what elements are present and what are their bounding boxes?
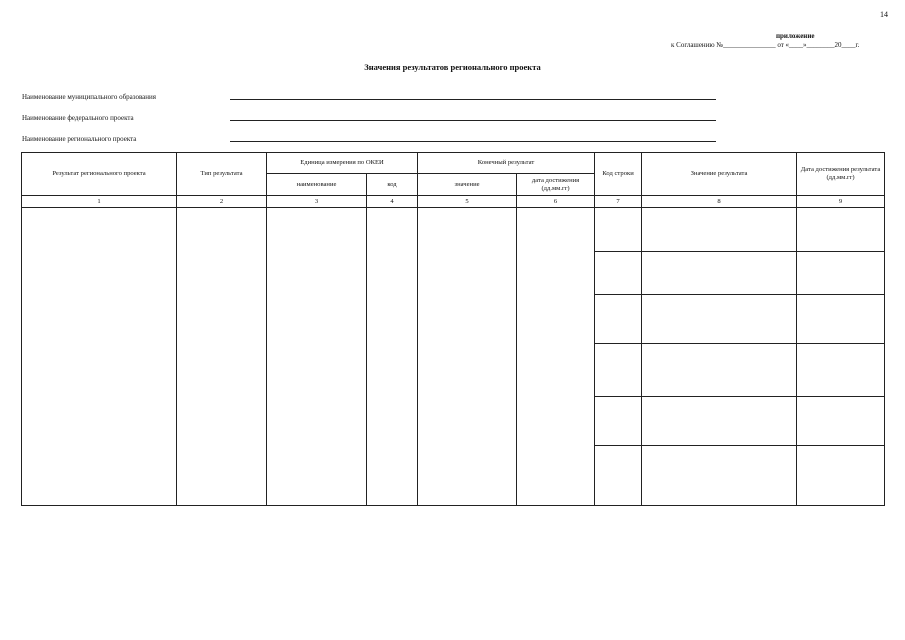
result-value-cell[interactable] bbox=[642, 295, 797, 343]
column-number: 9 bbox=[797, 196, 885, 208]
result-value-cell[interactable] bbox=[642, 396, 797, 445]
page-number: 14 bbox=[880, 10, 888, 19]
column-number: 1 bbox=[22, 196, 177, 208]
achieve-date-cell[interactable] bbox=[797, 343, 885, 396]
header-final-group: Конечный результат bbox=[418, 153, 595, 174]
regional-project-input-line[interactable] bbox=[230, 141, 716, 142]
result-value-cell[interactable] bbox=[642, 252, 797, 295]
municipality-input-line[interactable] bbox=[230, 99, 716, 100]
result-value-cell[interactable] bbox=[642, 445, 797, 505]
agreement-reference: к Соглашению №_______________ от «____»________20____г. bbox=[671, 41, 860, 49]
row-code-cell[interactable] bbox=[595, 252, 642, 295]
document-title: Значения результатов регионального проекта bbox=[364, 62, 541, 72]
row-code-cell[interactable] bbox=[595, 208, 642, 252]
result-type-cell[interactable] bbox=[177, 208, 267, 506]
achieve-date-cell[interactable] bbox=[797, 396, 885, 445]
column-number: 3 bbox=[267, 196, 367, 208]
unit-name-cell[interactable] bbox=[267, 208, 367, 506]
column-number: 4 bbox=[367, 196, 418, 208]
result-value-cell[interactable] bbox=[642, 343, 797, 396]
unit-code-cell[interactable] bbox=[367, 208, 418, 506]
column-number: 8 bbox=[642, 196, 797, 208]
achieve-date-cell[interactable] bbox=[797, 445, 885, 505]
result-value-cell[interactable] bbox=[642, 208, 797, 252]
municipality-label: Наименование муниципального образования bbox=[22, 93, 156, 101]
header-unit-name: наименование bbox=[267, 174, 367, 196]
achieve-date-cell[interactable] bbox=[797, 252, 885, 295]
column-number: 5 bbox=[418, 196, 517, 208]
header-row-code: Код строки bbox=[595, 153, 642, 196]
results-table bbox=[21, 152, 885, 506]
header-final-value: значение bbox=[418, 174, 517, 196]
federal-project-label: Наименование федерального проекта bbox=[22, 114, 134, 122]
appendix-title: приложение bbox=[776, 32, 815, 40]
header-unit-code: код bbox=[367, 174, 418, 196]
row-code-cell[interactable] bbox=[595, 396, 642, 445]
header-final-date: дата достижения (дд.мм.гг) bbox=[517, 174, 595, 196]
header-unit-group: Единица измерения по ОКЕИ bbox=[267, 153, 418, 174]
header-result: Результат регионального проекта bbox=[22, 153, 177, 196]
row-code-cell[interactable] bbox=[595, 445, 642, 505]
federal-project-input-line[interactable] bbox=[230, 120, 716, 121]
regional-project-label: Наименование регионального проекта bbox=[22, 135, 137, 143]
column-number: 2 bbox=[177, 196, 267, 208]
final-value-cell[interactable] bbox=[418, 208, 517, 506]
result-cell[interactable] bbox=[22, 208, 177, 506]
final-date-cell[interactable] bbox=[517, 208, 595, 506]
row-code-cell[interactable] bbox=[595, 295, 642, 343]
column-number: 6 bbox=[517, 196, 595, 208]
column-number: 7 bbox=[595, 196, 642, 208]
achieve-date-cell[interactable] bbox=[797, 295, 885, 343]
row-code-cell[interactable] bbox=[595, 343, 642, 396]
header-result-value: Значение результата bbox=[642, 153, 797, 196]
header-achieve-date: Дата достижения результата (дд.мм.гг) bbox=[797, 153, 885, 196]
header-result-type: Тип результата bbox=[177, 153, 267, 196]
achieve-date-cell[interactable] bbox=[797, 208, 885, 252]
